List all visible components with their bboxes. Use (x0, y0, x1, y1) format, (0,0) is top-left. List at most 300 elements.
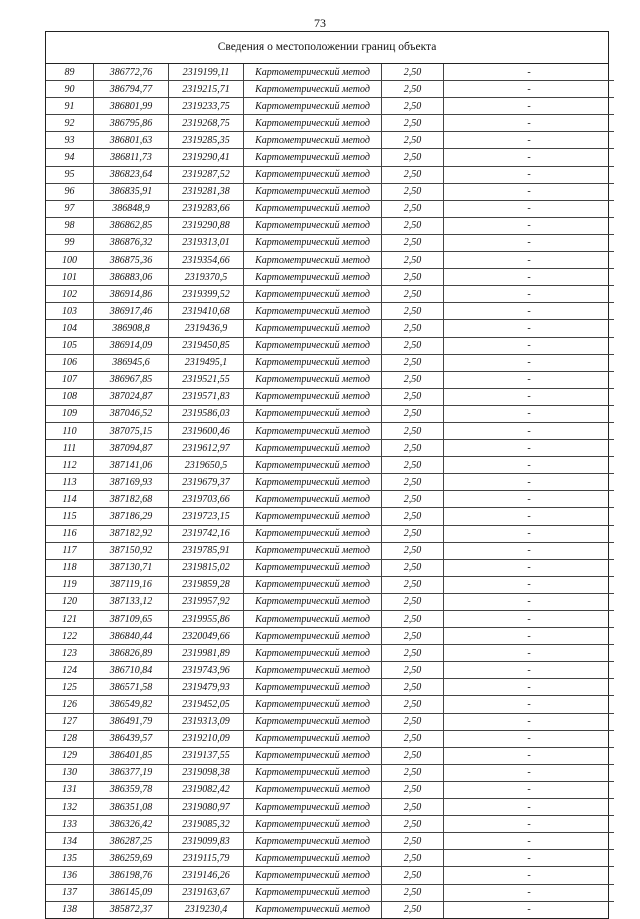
description-cell: - (444, 867, 615, 884)
precision-cell: 2,50 (382, 200, 444, 217)
point-number-cell: 92 (46, 115, 94, 132)
table-row (46, 867, 614, 884)
description-cell: - (444, 799, 615, 816)
method-cell: Картометрический метод (244, 132, 382, 149)
description-cell: - (444, 593, 615, 610)
x-coordinate-cell: 386914,09 (94, 337, 169, 354)
precision-cell: 2,50 (382, 679, 444, 696)
x-coordinate-cell: 386710,84 (94, 662, 169, 679)
table-row (46, 901, 614, 918)
precision-cell: 2,50 (382, 217, 444, 234)
y-coordinate-cell: 2319163,67 (169, 884, 244, 901)
x-coordinate-cell: 386835,91 (94, 183, 169, 200)
x-coordinate-cell: 386571,58 (94, 679, 169, 696)
y-coordinate-cell: 2319287,52 (169, 166, 244, 183)
method-cell: Картометрический метод (244, 269, 382, 286)
table-row (46, 474, 614, 491)
table-row (46, 611, 614, 628)
table-row (46, 593, 614, 610)
description-cell: - (444, 320, 615, 337)
precision-cell: 2,50 (382, 422, 444, 439)
y-coordinate-cell: 2319080,97 (169, 799, 244, 816)
table-row (46, 781, 614, 798)
method-cell: Картометрический метод (244, 217, 382, 234)
precision-cell: 2,50 (382, 149, 444, 166)
precision-cell: 2,50 (382, 833, 444, 850)
precision-cell: 2,50 (382, 816, 444, 833)
table-row (46, 405, 614, 422)
point-number-cell: 108 (46, 388, 94, 405)
x-coordinate-cell: 386772,76 (94, 64, 169, 81)
x-coordinate-cell: 386198,76 (94, 867, 169, 884)
description-cell: - (444, 457, 615, 474)
point-number-cell: 112 (46, 457, 94, 474)
description-cell: - (444, 422, 615, 439)
x-coordinate-cell: 387109,65 (94, 611, 169, 628)
table-row (46, 183, 614, 200)
table-row (46, 132, 614, 149)
point-number-cell: 138 (46, 901, 94, 918)
table-row (46, 457, 614, 474)
table-row (46, 799, 614, 816)
method-cell: Картометрический метод (244, 576, 382, 593)
precision-cell: 2,50 (382, 269, 444, 286)
point-number-cell: 124 (46, 662, 94, 679)
x-coordinate-cell: 387182,92 (94, 525, 169, 542)
description-cell: - (444, 508, 615, 525)
point-number-cell: 111 (46, 440, 94, 457)
table-row (46, 422, 614, 439)
description-cell: - (444, 901, 615, 918)
description-cell: - (444, 628, 615, 645)
point-number-cell: 95 (46, 166, 94, 183)
x-coordinate-cell: 386917,46 (94, 303, 169, 320)
y-coordinate-cell: 2319436,9 (169, 320, 244, 337)
y-coordinate-cell: 2319957,92 (169, 593, 244, 610)
point-number-cell: 93 (46, 132, 94, 149)
table-row (46, 696, 614, 713)
x-coordinate-cell: 387186,29 (94, 508, 169, 525)
point-number-cell: 110 (46, 422, 94, 439)
method-cell: Картометрический метод (244, 166, 382, 183)
point-number-cell: 122 (46, 628, 94, 645)
precision-cell: 2,50 (382, 405, 444, 422)
x-coordinate-cell: 386549,82 (94, 696, 169, 713)
description-cell: - (444, 303, 615, 320)
point-number-cell: 133 (46, 816, 94, 833)
description-cell: - (444, 440, 615, 457)
x-coordinate-cell: 387046,52 (94, 405, 169, 422)
table-row (46, 679, 614, 696)
y-coordinate-cell: 2319283,66 (169, 200, 244, 217)
description-cell: - (444, 542, 615, 559)
method-cell: Картометрический метод (244, 474, 382, 491)
x-coordinate-cell: 386826,89 (94, 645, 169, 662)
y-coordinate-cell: 2319313,01 (169, 234, 244, 251)
table-row (46, 286, 614, 303)
table-row (46, 576, 614, 593)
table-row (46, 730, 614, 747)
description-cell: - (444, 81, 615, 98)
point-number-cell: 117 (46, 542, 94, 559)
y-coordinate-cell: 2319612,97 (169, 440, 244, 457)
point-number-cell: 132 (46, 799, 94, 816)
description-cell: - (444, 98, 615, 115)
precision-cell: 2,50 (382, 542, 444, 559)
y-coordinate-cell: 2319099,83 (169, 833, 244, 850)
point-number-cell: 114 (46, 491, 94, 508)
method-cell: Картометрический метод (244, 81, 382, 98)
description-cell: - (444, 115, 615, 132)
y-coordinate-cell: 2319230,4 (169, 901, 244, 918)
y-coordinate-cell: 2319586,03 (169, 405, 244, 422)
x-coordinate-cell: 386840,44 (94, 628, 169, 645)
x-coordinate-cell: 386439,57 (94, 730, 169, 747)
point-number-cell: 137 (46, 884, 94, 901)
y-coordinate-cell: 2319146,26 (169, 867, 244, 884)
x-coordinate-cell: 386875,36 (94, 252, 169, 269)
y-coordinate-cell: 2319137,55 (169, 747, 244, 764)
table-title: Сведения о местоположении границ объекта (46, 32, 608, 64)
description-cell: - (444, 696, 615, 713)
boundary-table-frame (45, 31, 609, 919)
x-coordinate-cell: 386145,09 (94, 884, 169, 901)
y-coordinate-cell: 2319268,75 (169, 115, 244, 132)
method-cell: Картометрический метод (244, 662, 382, 679)
point-number-cell: 135 (46, 850, 94, 867)
x-coordinate-cell: 386326,42 (94, 816, 169, 833)
x-coordinate-cell: 387094,87 (94, 440, 169, 457)
precision-cell: 2,50 (382, 337, 444, 354)
description-cell: - (444, 252, 615, 269)
precision-cell: 2,50 (382, 303, 444, 320)
y-coordinate-cell: 2319233,75 (169, 98, 244, 115)
method-cell: Картометрический метод (244, 542, 382, 559)
y-coordinate-cell: 2319285,35 (169, 132, 244, 149)
y-coordinate-cell: 2319085,32 (169, 816, 244, 833)
method-cell: Картометрический метод (244, 234, 382, 251)
point-number-cell: 130 (46, 764, 94, 781)
precision-cell: 2,50 (382, 371, 444, 388)
description-cell: - (444, 884, 615, 901)
x-coordinate-cell: 386794,77 (94, 81, 169, 98)
description-cell: - (444, 764, 615, 781)
y-coordinate-cell: 2319281,38 (169, 183, 244, 200)
description-cell: - (444, 474, 615, 491)
precision-cell: 2,50 (382, 457, 444, 474)
description-cell: - (444, 234, 615, 251)
point-number-cell: 100 (46, 252, 94, 269)
method-cell: Картометрический метод (244, 867, 382, 884)
description-cell: - (444, 166, 615, 183)
y-coordinate-cell: 2319479,93 (169, 679, 244, 696)
precision-cell: 2,50 (382, 799, 444, 816)
point-number-cell: 115 (46, 508, 94, 525)
table-row (46, 217, 614, 234)
description-cell: - (444, 662, 615, 679)
table-row (46, 303, 614, 320)
table-row (46, 525, 614, 542)
x-coordinate-cell: 387075,15 (94, 422, 169, 439)
x-coordinate-cell: 386401,85 (94, 747, 169, 764)
table-row (46, 747, 614, 764)
x-coordinate-cell: 387119,16 (94, 576, 169, 593)
method-cell: Картометрический метод (244, 405, 382, 422)
precision-cell: 2,50 (382, 354, 444, 371)
precision-cell: 2,50 (382, 81, 444, 98)
method-cell: Картометрический метод (244, 559, 382, 576)
x-coordinate-cell: 386823,64 (94, 166, 169, 183)
x-coordinate-cell: 386945,6 (94, 354, 169, 371)
table-row (46, 115, 614, 132)
method-cell: Картометрический метод (244, 115, 382, 132)
precision-cell: 2,50 (382, 901, 444, 918)
y-coordinate-cell: 2319215,71 (169, 81, 244, 98)
y-coordinate-cell: 2319859,28 (169, 576, 244, 593)
table-row (46, 850, 614, 867)
point-number-cell: 90 (46, 81, 94, 98)
x-coordinate-cell: 386914,86 (94, 286, 169, 303)
x-coordinate-cell: 387182,68 (94, 491, 169, 508)
description-cell: - (444, 217, 615, 234)
point-number-cell: 105 (46, 337, 94, 354)
precision-cell: 2,50 (382, 611, 444, 628)
description-cell: - (444, 747, 615, 764)
method-cell: Картометрический метод (244, 286, 382, 303)
method-cell: Картометрический метод (244, 98, 382, 115)
point-number-cell: 134 (46, 833, 94, 850)
precision-cell: 2,50 (382, 662, 444, 679)
point-number-cell: 136 (46, 867, 94, 884)
x-coordinate-cell: 387150,92 (94, 542, 169, 559)
description-cell: - (444, 149, 615, 166)
y-coordinate-cell: 2319410,68 (169, 303, 244, 320)
x-coordinate-cell: 386795,86 (94, 115, 169, 132)
y-coordinate-cell: 2319815,02 (169, 559, 244, 576)
point-number-cell: 99 (46, 234, 94, 251)
method-cell: Картометрический метод (244, 64, 382, 81)
x-coordinate-cell: 386259,69 (94, 850, 169, 867)
description-cell: - (444, 64, 615, 81)
table-row (46, 713, 614, 730)
y-coordinate-cell: 2319703,66 (169, 491, 244, 508)
method-cell: Картометрический метод (244, 628, 382, 645)
point-number-cell: 103 (46, 303, 94, 320)
x-coordinate-cell: 386876,32 (94, 234, 169, 251)
method-cell: Картометрический метод (244, 422, 382, 439)
precision-cell: 2,50 (382, 234, 444, 251)
description-cell: - (444, 850, 615, 867)
y-coordinate-cell: 2319600,46 (169, 422, 244, 439)
method-cell: Картометрический метод (244, 337, 382, 354)
method-cell: Картометрический метод (244, 713, 382, 730)
x-coordinate-cell: 386811,73 (94, 149, 169, 166)
table-row (46, 833, 614, 850)
method-cell: Картометрический метод (244, 645, 382, 662)
table-row (46, 320, 614, 337)
method-cell: Картометрический метод (244, 611, 382, 628)
page-number: 73 (314, 16, 326, 30)
point-number-cell: 97 (46, 200, 94, 217)
precision-cell: 2,50 (382, 764, 444, 781)
description-cell: - (444, 371, 615, 388)
table-row (46, 662, 614, 679)
description-cell: - (444, 781, 615, 798)
x-coordinate-cell: 386359,78 (94, 781, 169, 798)
description-cell: - (444, 183, 615, 200)
table-row (46, 628, 614, 645)
y-coordinate-cell: 2319785,91 (169, 542, 244, 559)
table-row (46, 491, 614, 508)
x-coordinate-cell: 386287,25 (94, 833, 169, 850)
point-number-cell: 104 (46, 320, 94, 337)
point-number-cell: 116 (46, 525, 94, 542)
y-coordinate-cell: 2319210,09 (169, 730, 244, 747)
precision-cell: 2,50 (382, 286, 444, 303)
precision-cell: 2,50 (382, 850, 444, 867)
y-coordinate-cell: 2319313,09 (169, 713, 244, 730)
table-row (46, 764, 614, 781)
method-cell: Картометрический метод (244, 183, 382, 200)
y-coordinate-cell: 2319370,5 (169, 269, 244, 286)
point-number-cell: 89 (46, 64, 94, 81)
method-cell: Картометрический метод (244, 252, 382, 269)
y-coordinate-cell: 2319495,1 (169, 354, 244, 371)
precision-cell: 2,50 (382, 576, 444, 593)
precision-cell: 2,50 (382, 388, 444, 405)
table-row (46, 200, 614, 217)
method-cell: Картометрический метод (244, 696, 382, 713)
description-cell: - (444, 405, 615, 422)
x-coordinate-cell: 386862,85 (94, 217, 169, 234)
x-coordinate-cell: 387130,71 (94, 559, 169, 576)
y-coordinate-cell: 2319650,5 (169, 457, 244, 474)
precision-cell: 2,50 (382, 525, 444, 542)
y-coordinate-cell: 2319981,89 (169, 645, 244, 662)
precision-cell: 2,50 (382, 867, 444, 884)
point-number-cell: 123 (46, 645, 94, 662)
y-coordinate-cell: 2319521,55 (169, 371, 244, 388)
table-row (46, 98, 614, 115)
method-cell: Картометрический метод (244, 730, 382, 747)
table-row (46, 234, 614, 251)
x-coordinate-cell: 386801,63 (94, 132, 169, 149)
description-cell: - (444, 679, 615, 696)
method-cell: Картометрический метод (244, 371, 382, 388)
precision-cell: 2,50 (382, 559, 444, 576)
table-row (46, 81, 614, 98)
y-coordinate-cell: 2319452,05 (169, 696, 244, 713)
y-coordinate-cell: 2319743,96 (169, 662, 244, 679)
y-coordinate-cell: 2319290,41 (169, 149, 244, 166)
description-cell: - (444, 833, 615, 850)
y-coordinate-cell: 2319399,52 (169, 286, 244, 303)
precision-cell: 2,50 (382, 183, 444, 200)
table-row (46, 269, 614, 286)
point-number-cell: 120 (46, 593, 94, 610)
precision-cell: 2,50 (382, 320, 444, 337)
point-number-cell: 96 (46, 183, 94, 200)
x-coordinate-cell: 386908,8 (94, 320, 169, 337)
precision-cell: 2,50 (382, 491, 444, 508)
description-cell: - (444, 559, 615, 576)
x-coordinate-cell: 386491,79 (94, 713, 169, 730)
precision-cell: 2,50 (382, 132, 444, 149)
precision-cell: 2,50 (382, 115, 444, 132)
precision-cell: 2,50 (382, 884, 444, 901)
point-number-cell: 91 (46, 98, 94, 115)
precision-cell: 2,50 (382, 166, 444, 183)
method-cell: Картометрический метод (244, 149, 382, 166)
x-coordinate-cell: 386883,06 (94, 269, 169, 286)
precision-cell: 2,50 (382, 508, 444, 525)
x-coordinate-cell: 386801,99 (94, 98, 169, 115)
table-body (46, 64, 614, 918)
method-cell: Картометрический метод (244, 320, 382, 337)
precision-cell: 2,50 (382, 474, 444, 491)
point-number-cell: 118 (46, 559, 94, 576)
table-row (46, 440, 614, 457)
table-row (46, 559, 614, 576)
table-row (46, 252, 614, 269)
method-cell: Картометрический метод (244, 884, 382, 901)
precision-cell: 2,50 (382, 252, 444, 269)
point-number-cell: 119 (46, 576, 94, 593)
precision-cell: 2,50 (382, 747, 444, 764)
y-coordinate-cell: 2319571,83 (169, 388, 244, 405)
description-cell: - (444, 354, 615, 371)
x-coordinate-cell: 386967,85 (94, 371, 169, 388)
x-coordinate-cell: 387169,93 (94, 474, 169, 491)
y-coordinate-cell: 2319354,66 (169, 252, 244, 269)
x-coordinate-cell: 385872,37 (94, 901, 169, 918)
point-number-cell: 107 (46, 371, 94, 388)
point-number-cell: 94 (46, 149, 94, 166)
point-number-cell: 131 (46, 781, 94, 798)
table-row (46, 354, 614, 371)
point-number-cell: 106 (46, 354, 94, 371)
method-cell: Картометрический метод (244, 508, 382, 525)
method-cell: Картометрический метод (244, 440, 382, 457)
point-number-cell: 98 (46, 217, 94, 234)
point-number-cell: 121 (46, 611, 94, 628)
table-row (46, 884, 614, 901)
table-row (46, 816, 614, 833)
x-coordinate-cell: 386351,08 (94, 799, 169, 816)
point-number-cell: 128 (46, 730, 94, 747)
method-cell: Картометрический метод (244, 816, 382, 833)
point-number-cell: 102 (46, 286, 94, 303)
method-cell: Картометрический метод (244, 679, 382, 696)
precision-cell: 2,50 (382, 593, 444, 610)
point-number-cell: 113 (46, 474, 94, 491)
point-number-cell: 126 (46, 696, 94, 713)
y-coordinate-cell: 2319679,37 (169, 474, 244, 491)
x-coordinate-cell: 387133,12 (94, 593, 169, 610)
y-coordinate-cell: 2319955,86 (169, 611, 244, 628)
method-cell: Картометрический метод (244, 764, 382, 781)
description-cell: - (444, 491, 615, 508)
method-cell: Картометрический метод (244, 850, 382, 867)
precision-cell: 2,50 (382, 696, 444, 713)
table-row (46, 508, 614, 525)
x-coordinate-cell: 387024,87 (94, 388, 169, 405)
point-number-cell: 109 (46, 405, 94, 422)
precision-cell: 2,50 (382, 98, 444, 115)
y-coordinate-cell: 2319450,85 (169, 337, 244, 354)
x-coordinate-cell: 387141,06 (94, 457, 169, 474)
table-row (46, 388, 614, 405)
